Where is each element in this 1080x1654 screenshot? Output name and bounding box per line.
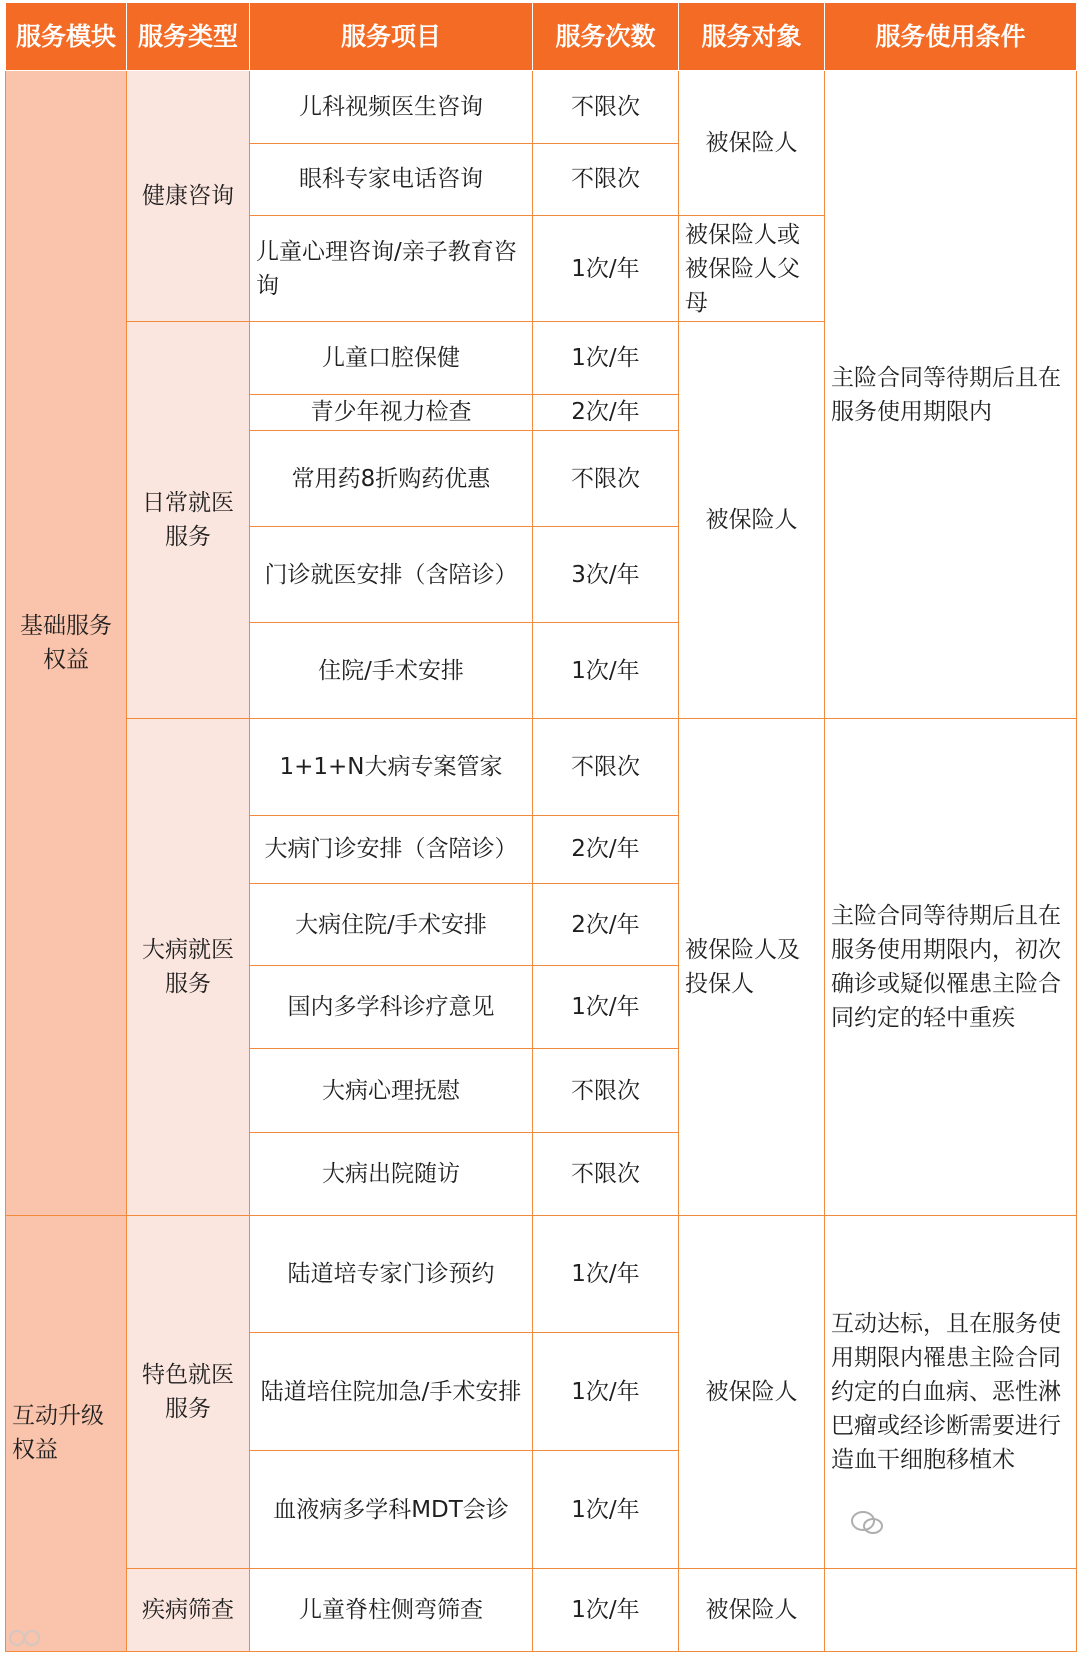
header-module: 服务模块 — [6, 3, 127, 71]
type-cell: 疾病筛查 — [127, 1569, 250, 1652]
times-cell: 1次/年 — [533, 966, 679, 1049]
type-cell: 特色就医服务 — [127, 1215, 250, 1569]
times-cell: 1次/年 — [533, 215, 679, 321]
item-cell: 儿科视频医生咨询 — [250, 71, 533, 143]
item-cell: 儿童口腔保健 — [250, 322, 533, 394]
target-cell: 被保险人及投保人 — [679, 719, 825, 1215]
target-cell: 被保险人 — [679, 1215, 825, 1569]
item-cell: 门诊就医安排（含陪诊） — [250, 527, 533, 623]
times-cell: 2次/年 — [533, 883, 679, 966]
times-cell: 2次/年 — [533, 815, 679, 883]
service-table — [5, 2, 1077, 1652]
times-cell: 1次/年 — [533, 1333, 679, 1451]
watermark-logo-icon — [8, 1627, 42, 1649]
item-cell: 眼科专家电话咨询 — [250, 143, 533, 215]
condition-cell: 主险合同等待期后且在服务使用期限内，初次确诊或疑似罹患主险合同约定的轻中重疾 — [825, 719, 1077, 1215]
item-cell: 陆道培住院加急/手术安排 — [250, 1333, 533, 1451]
times-cell: 不限次 — [533, 430, 679, 526]
item-cell: 大病住院/手术安排 — [250, 883, 533, 966]
type-cell: 健康咨询 — [127, 71, 250, 322]
target-cell: 被保险人 — [679, 1569, 825, 1652]
times-cell: 1次/年 — [533, 1215, 679, 1333]
item-cell: 大病心理抚慰 — [250, 1049, 533, 1133]
item-cell: 大病门诊安排（含陪诊） — [250, 815, 533, 883]
module-cell: 基础服务权益 — [6, 71, 127, 1215]
item-cell: 陆道培专家门诊预约 — [250, 1215, 533, 1333]
header-times: 服务次数 — [533, 3, 679, 71]
item-cell: 大病出院随访 — [250, 1132, 533, 1215]
header-item: 服务项目 — [250, 3, 533, 71]
header-row — [6, 3, 1077, 71]
target-cell: 被保险人或被保险人父母 — [679, 215, 825, 321]
header-target: 服务对象 — [679, 3, 825, 71]
item-cell: 常用药8折购药优惠 — [250, 430, 533, 526]
table-row — [6, 1215, 1077, 1333]
times-cell: 不限次 — [533, 71, 679, 143]
times-cell: 1次/年 — [533, 322, 679, 394]
item-cell: 血液病多学科MDT会诊 — [250, 1451, 533, 1569]
condition-cell: 互动达标，且在服务使用期限内罹患主险合同约定的白血病、恶性淋巴瘤或经诊断需要进行造血干细胞移植术 — [825, 1215, 1077, 1569]
target-cell: 被保险人 — [679, 71, 825, 216]
condition-cell: 主险合同等待期后且在服务使用期限内 — [825, 71, 1077, 719]
table-row — [6, 719, 1077, 815]
header-type: 服务类型 — [127, 3, 250, 71]
condition-cell-empty — [825, 1569, 1077, 1652]
type-cell: 大病就医服务 — [127, 719, 250, 1215]
wechat-watermark — [850, 1508, 884, 1538]
item-cell: 国内多学科诊疗意见 — [250, 966, 533, 1049]
wechat-icon — [850, 1509, 884, 1537]
item-cell: 住院/手术安排 — [250, 623, 533, 719]
item-cell: 儿童脊柱侧弯筛查 — [250, 1569, 533, 1652]
times-cell: 不限次 — [533, 719, 679, 815]
type-cell: 日常就医服务 — [127, 322, 250, 719]
times-cell: 不限次 — [533, 1132, 679, 1215]
times-cell: 1次/年 — [533, 1451, 679, 1569]
target-cell: 被保险人 — [679, 322, 825, 719]
times-cell: 1次/年 — [533, 623, 679, 719]
item-cell: 青少年视力检查 — [250, 394, 533, 430]
times-cell: 不限次 — [533, 1049, 679, 1133]
times-cell: 3次/年 — [533, 527, 679, 623]
table-row — [6, 1569, 1077, 1652]
header-condition: 服务使用条件 — [825, 3, 1077, 71]
item-cell: 儿童心理咨询/亲子教育咨询 — [250, 215, 533, 321]
watermark-logo — [8, 1626, 42, 1650]
item-cell: 1+1+N大病专案管家 — [250, 719, 533, 815]
times-cell: 1次/年 — [533, 1569, 679, 1652]
times-cell: 不限次 — [533, 143, 679, 215]
module-cell: 互动升级权益 — [6, 1215, 127, 1651]
times-cell: 2次/年 — [533, 394, 679, 430]
table-row — [6, 71, 1077, 143]
